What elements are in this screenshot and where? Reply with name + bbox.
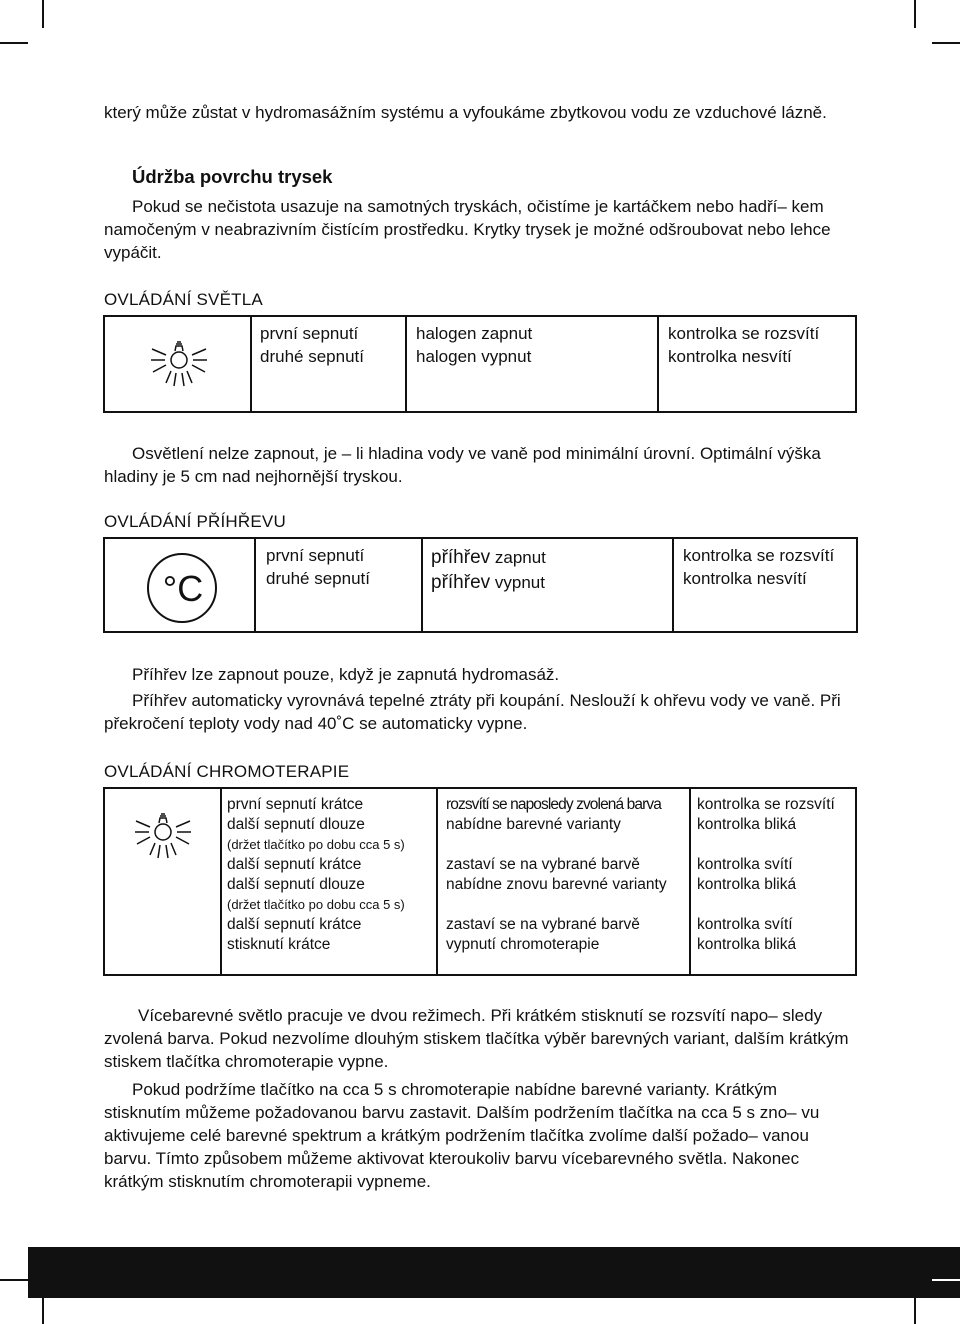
action-line <box>446 895 667 915</box>
press-line: první sepnutí <box>266 546 365 565</box>
light-note: Osvětlení nelze zapnout, je – li hladina vody ve vaně pod minimální úrovní. Optimální výška hladiny je 5 cm nad nejhornější tryskou. <box>104 444 821 486</box>
action-line: rozsvítí se naposledy zvolená barva <box>446 796 661 813</box>
action-word: příhřev <box>431 572 491 593</box>
light-bulb-icon <box>131 807 195 863</box>
heating-note-1: Příhřev lze zapnout pouze, když je zapnutá hydromasáž. <box>132 665 560 684</box>
indicator-line: kontrolka bliká <box>697 936 797 953</box>
indicator-line: kontrolka se rozsvítí <box>697 796 835 813</box>
indicator-column <box>697 795 835 955</box>
crop-mark <box>42 1296 44 1324</box>
press-line: první sepnutí <box>260 324 359 343</box>
indicator-column <box>683 544 834 590</box>
crop-mark <box>932 42 960 44</box>
celsius-symbol: °C <box>162 568 204 609</box>
intro-text: který může zůstat v hydromasážním systému a vyfoukáme zbytkovou vodu ze vzduchové lázně. <box>104 103 827 122</box>
crop-mark <box>0 42 28 44</box>
table-divider <box>672 539 674 631</box>
press-column <box>260 322 364 368</box>
crop-mark <box>914 0 916 28</box>
action-line: halogen vypnut <box>416 347 532 366</box>
press-line: další sepnutí dlouze <box>227 876 365 893</box>
light-section-title: OVLÁDÁNÍ SVĚTLA <box>104 290 263 309</box>
press-line: další sepnutí krátce <box>227 916 362 933</box>
press-line: druhé sepnutí <box>266 569 370 588</box>
indicator-line <box>697 895 835 915</box>
indicator-line <box>697 835 835 855</box>
press-line: stisknutí krátce <box>227 936 331 953</box>
light-bulb-icon <box>147 335 211 391</box>
indicator-line: kontrolka nesvítí <box>683 569 807 588</box>
action-line: nabídne barevné varianty <box>446 816 621 833</box>
chromo-paragraph-2: Pokud podržíme tlačítko na cca 5 s chromoterapie nabídne barevné varianty. Krátkým stisknutím můžeme požadovanou barvu zastavit. Dalším podržením tlačítka na cca 5 s zno– vu aktivujeme celé barevné spektrum a krátkým podržením tlačítka zvolíme další požado– vanou barvu. Tímto způsobem můžeme aktivovat kteroukoliv barvu vícebarevného světla. Nakonec krátkým stisknutím chromoterapii vypneme. <box>104 1080 820 1191</box>
indicator-line: kontrolka se rozsvítí <box>683 546 835 565</box>
press-line: (držet tlačítko po dobu cca 5 s) <box>227 837 405 852</box>
heating-note-2: Příhřev automaticky vyrovnává tepelné ztráty při koupání. Neslouží k ohřevu vody ve vaně. Při překročení teploty vody nad 40˚C se automaticky vypne. <box>104 691 841 733</box>
press-line: (držet tlačítko po dobu cca 5 s) <box>227 897 405 912</box>
heating-control-table <box>103 537 858 633</box>
footer-bar <box>28 1247 960 1298</box>
indicator-line: kontrolka bliká <box>697 876 797 893</box>
crop-mark <box>932 1279 960 1281</box>
indicator-line: kontrolka svítí <box>697 856 793 873</box>
action-rest: vypnut <box>490 573 545 592</box>
heating-section-title: OVLÁDÁNÍ PŘÍHŘEVU <box>104 512 286 531</box>
indicator-column <box>668 322 819 368</box>
maintenance-heading: Údržba povrchu trysek <box>132 166 333 187</box>
action-line <box>431 545 546 570</box>
chromo-section-title: OVLÁDÁNÍ CHROMOTERAPIE <box>104 762 350 781</box>
indicator-line: kontrolka nesvítí <box>668 347 792 366</box>
table-divider <box>254 539 256 631</box>
light-control-table <box>103 315 857 413</box>
action-line: halogen zapnut <box>416 324 533 343</box>
celsius-icon <box>145 551 219 625</box>
action-column <box>416 322 532 368</box>
action-column <box>446 795 667 955</box>
press-line: první sepnutí krátce <box>227 796 364 813</box>
table-divider <box>405 317 407 411</box>
press-line: další sepnutí krátce <box>227 856 362 873</box>
table-divider <box>689 789 691 974</box>
action-column <box>431 545 546 595</box>
press-column <box>227 795 405 955</box>
press-line: další sepnutí dlouze <box>227 816 365 833</box>
action-line: nabídne znovu barevné varianty <box>446 876 667 893</box>
press-line: druhé sepnutí <box>260 347 364 366</box>
indicator-line: kontrolka svítí <box>697 916 793 933</box>
table-divider <box>250 317 252 411</box>
crop-mark <box>914 1296 916 1324</box>
action-line: zastaví se na vybrané barvě <box>446 916 640 933</box>
table-divider <box>657 317 659 411</box>
crop-mark <box>42 0 44 28</box>
table-divider <box>220 789 222 974</box>
press-column <box>266 544 370 590</box>
table-divider <box>436 789 438 974</box>
chromo-paragraph-1: Vícebarevné světlo pracuje ve dvou režimech. Při krátkém stisknutí se rozsvítí napo– sledy zvolená barva. Pokud nezvolíme dlouhým stiskem tlačítka výběr barevných variant, dalším krátkým stiskem tlačítka chromoterapie vypne. <box>104 1006 849 1071</box>
maintenance-text: Pokud se nečistota usazuje na samotných tryskách, očistíme je kartáčkem nebo hadří– kem namočeným v neabrazivním čistícím prostředku. Krytky trysek je možné odšroubovat nebo lehce vypáčit. <box>104 197 831 262</box>
indicator-line: kontrolka bliká <box>697 816 797 833</box>
action-rest: zapnut <box>490 548 546 567</box>
table-divider <box>421 539 423 631</box>
action-line <box>431 570 546 595</box>
action-line: zastaví se na vybrané barvě <box>446 856 640 873</box>
chromo-control-table <box>103 787 857 976</box>
indicator-line: kontrolka se rozsvítí <box>668 324 820 343</box>
crop-mark <box>0 1279 28 1281</box>
action-line: vypnutí chromoterapie <box>446 936 600 953</box>
action-line <box>446 835 667 855</box>
action-word: příhřev <box>431 547 491 568</box>
